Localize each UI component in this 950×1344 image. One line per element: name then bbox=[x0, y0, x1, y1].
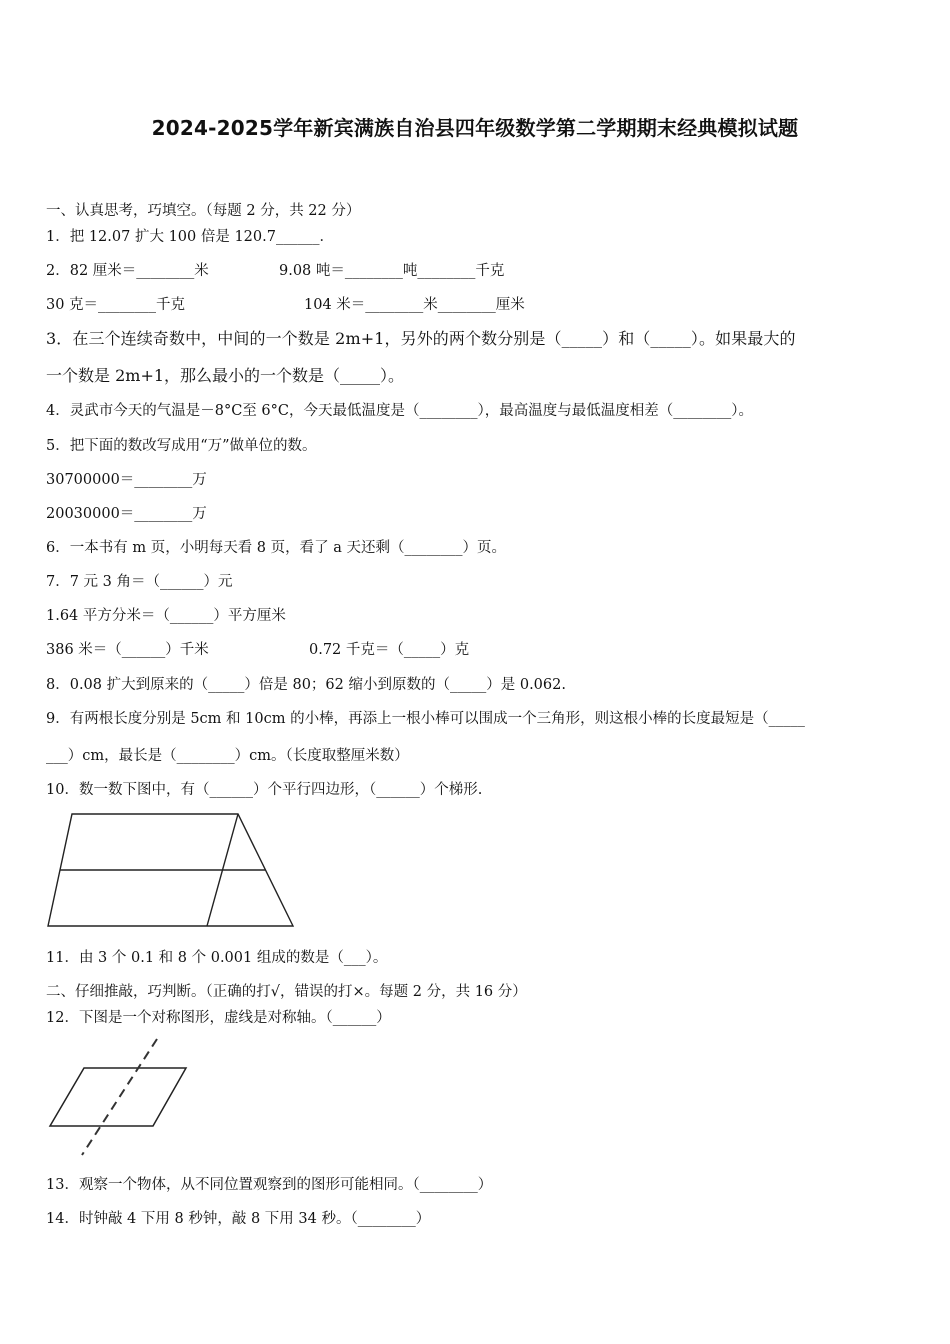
question-14: 14．时钟敲 4 下用 8 秒钟，敲 8 下用 34 秒。（________） bbox=[46, 1211, 431, 1227]
symmetry-axis-dashed bbox=[82, 1039, 157, 1155]
question-4: 4．灵武市今天的气温是－8°C至 6°C，今天最低温度是（________），最高温度与最低温度相差（________）。 bbox=[46, 403, 753, 419]
question-3-line1: 3．在三个连续奇数中，中间的一个数是 2m+1，另外的两个数分别是（_____）和（_____）。如果最大的 bbox=[46, 329, 796, 348]
question-3-line2: 一个数是 2m+1，那么最小的一个数是（_____）。 bbox=[46, 366, 405, 385]
question-11: 11．由 3 个 0.1 和 8 个 0.001 组成的数是（___）。 bbox=[46, 950, 388, 966]
question-7a: 7．7 元 3 角＝（______）元 bbox=[46, 574, 233, 590]
question-2c: 30 克＝________千克 bbox=[46, 297, 186, 313]
question-2b: 9.08 吨＝________吨________千克 bbox=[279, 263, 505, 279]
question-12: 12．下图是一个对称图形，虚线是对称轴。（______） bbox=[46, 1010, 391, 1026]
question-1: 1．把 12.07 扩大 100 倍是 120.7______． bbox=[46, 229, 334, 245]
question-5b: 20030000＝________万 bbox=[46, 506, 207, 522]
section-2-heading: 二、仔细推敲，巧判断。（正确的打√，错误的打×。每题 2 分，共 16 分） bbox=[46, 984, 527, 1000]
question-2a: 2．82 厘米＝________米 bbox=[46, 263, 209, 279]
question-8: 8．0.08 扩大到原来的（_____）倍是 80；62 缩小到原数的（_____）是 0.062. bbox=[46, 677, 566, 693]
question-5a: 30700000＝________万 bbox=[46, 472, 207, 488]
page-title: 2024-2025学年新宾满族自治县四年级数学第二学期期末经典模拟试题 bbox=[151, 116, 799, 140]
parallelogram-outline bbox=[50, 1068, 186, 1126]
question-9-line1: 9．有两根长度分别是 5cm 和 10cm 的小棒，再添上一根小棒可以围成一个三角形，则这根小棒的长度最短是（_____ bbox=[46, 711, 805, 727]
question-5-stem: 5．把下面的数改写成用“万”做单位的数。 bbox=[46, 438, 317, 454]
question-7d: 0.72 千克＝（_____）克 bbox=[309, 642, 470, 658]
question-7c: 386 米＝（______）千米 bbox=[46, 642, 209, 658]
trapezoid-figure bbox=[44, 810, 298, 932]
question-2d: 104 米＝________米________厘米 bbox=[304, 297, 525, 313]
question-9-line2: ___）cm，最长是（________）cm。（长度取整厘米数） bbox=[46, 748, 409, 764]
parallelogram-figure bbox=[44, 1035, 192, 1159]
question-7b: 1.64 平方分米＝（______）平方厘米 bbox=[46, 608, 286, 624]
question-10: 10．数一数下图中，有（______）个平行四边形，（______）个梯形. bbox=[46, 782, 483, 798]
section-1-heading: 一、认真思考，巧填空。（每题 2 分，共 22 分） bbox=[46, 203, 361, 219]
question-6: 6．一本书有 m 页，小明每天看 8 页，看了 a 天还剩（________）页。 bbox=[46, 540, 506, 556]
question-13: 13．观察一个物体，从不同位置观察到的图形可能相同。（________） bbox=[46, 1177, 493, 1193]
